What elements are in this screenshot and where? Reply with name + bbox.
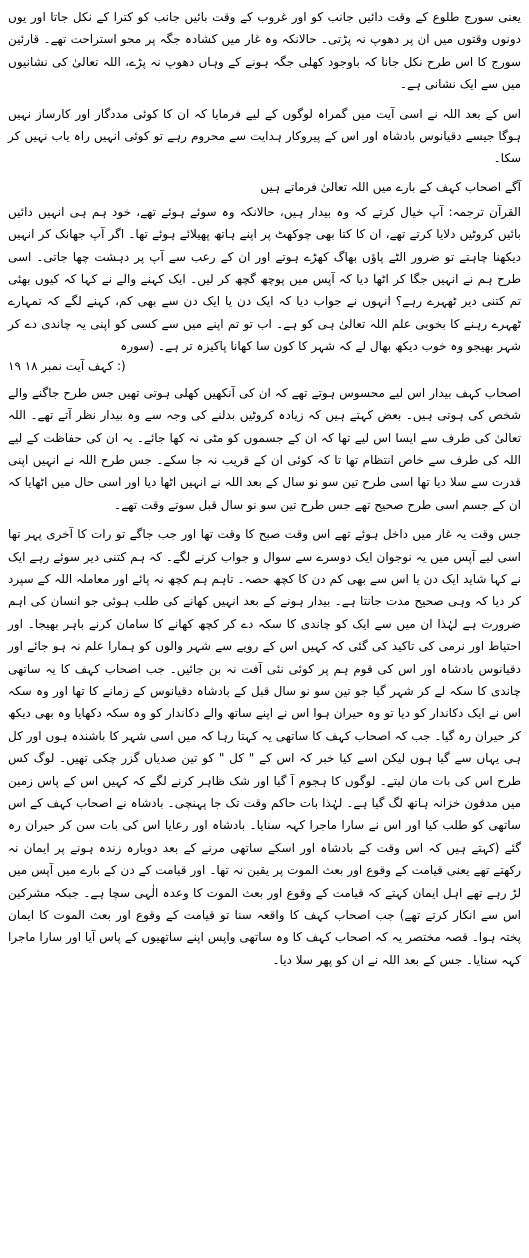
paragraph-1: یعنی سورج طلوع کے وقت دائیں جانب کو اور غروب کے وقت بائیں جانب کو کترا کے نکل جاتا اور یوں دونوں وقتوں میں ان پر دھوپ نہ پڑتی۔ حالانکہ وہ غار میں کشادہ جگہ پر محو استراحت تھے۔ قارئین سورج کا اس طرح نکل جانا کہ باوجود کھلی جگہ ہونے کے وہاں دھوپ نہ پڑے، اللہ تعالیٰ کی نشانیوں میں سے ایک نشانی ہے۔: [8, 10, 521, 92]
surah-reference: کہف آیت نمبر ۱۸ ۱۹ :): [8, 358, 126, 373]
quran-translation-paragraph: القرآن ترجمہ: آپ خیال کرتے کہ وہ بیدار ہیں، حالانکہ وہ سوئے ہوئے تھے، خود ہم ہی انہیں دائیں بائیں کروٹیں دلایا کرتے تھے، ان کا کتا بھی چوکھٹ پر اپنے ہاتھ پھیلائے ہوئے تھا۔ اگر آپ جھانک کر انہیں دیکھنا چاہتے تو ضرور الٹے پاؤں بھاگ کھڑے ہوتے اور ان کے رعب سے آپ پر دہشت چھا جاتی۔ اسی طرح ہم نے انہیں جگا کر اٹھا دیا کہ آپس میں پوچھ گچھ کر لیں۔ ایک کہنے والے نے کہا کہ کیوں بھئی تم کتنی دیر ٹھہرے رہے؟ انہوں نے جواب دیا کہ ایک دن یا ایک دن سے بھی کم، کہنے لگے کہ تمہارے ٹھہرے رہنے کا بخوبی علم اللہ تعالیٰ ہی کو ہے۔ اب تو تم اپنے میں سے کسی کو اپنی یہ چاندی دے کر شہر بھیجو وہ خوب دیکھ بھال لے کہ شہر کا کون سا کھانا پاکیزہ تر ہے۔ (سورہ: [8, 204, 521, 354]
paragraph-2: اس کے بعد اللہ نے اسی آیت میں گمراہ لوگوں کے لیے فرمایا کہ ان کا کوئی مددگار اور کارساز نہیں ہوگا جیسے دقیانوس بادشاہ اور اس کے پیروکار ہدایت سے محروم رہے تو کوئی انہیں راہ یاب نہیں کر سکا۔: [8, 106, 521, 166]
section-heading: آگے اصحاب کہف کے بارے میں اللہ تعالیٰ فرماتے ہیں: [260, 179, 521, 194]
paragraph-5: جس وقت یہ غار میں داخل ہوئے تھے اس وقت صبح کا وقت تھا اور جب جاگے تو رات کا آخری پہر تھا اسی لیے آپس میں یہ نوجوان ایک دوسرے سے سوال و جواب کرنے لگے۔ کہ ہم کتنی دیر سوئے رہے ایک نے کہا شاید ایک دن یا اس سے بھی کم دن کا کچھ حصہ۔ تاہم ہم کچھ نہ پائے اور معاملہ اللہ کے سپرد کر دیا کہ وہی صحیح مدت جانتا ہے۔ بیدار ہونے کے بعد انہیں کھانے کی طلب ہوئی جو انسان کی اہم ضرورت ہے لہٰذا ان میں سے ایک کو چاندی کا سکہ دے کر کچھ کھانے کا سامان کرنے باہر بھیجا۔ اور احتیاط اور نرمی کی تاکید کی گئی کہ کہیں اس کے رویے سے شہر والوں کو ہمارا علم نہ ہو جائے اور دقیانوس بادشاہ اور اس کی قوم ہم پر کوئی نئی آفت نہ بن جائیں۔ جب اصحاب کہف کا یہ ساتھی چاندی کا سکہ لے کر شہر گیا جو تین سو نو سال قبل کے بادشاہ دقیانوس کے زمانے کا تھا اور وہ سکہ اس نے ایک دکاندار کو دیا تو وہ حیران ہوا اس نے اپنے ساتھ والے دکاندار کو وہ سکہ دکھایا وہ بھی دیکھ کر حیران رہ گیا۔ جب کہ اصحاب کہف کا ساتھی یہ کہتا رہا کہ میں اسی شہر کا باشندہ ہوں اور کل ہی یہاں سے گیا ہوں لیکن اسے کیا خبر کہ اس کے " کل " کو تین صدیاں گزر چکی تھیں۔ لوگ کس طرح اس کی بات مان لیتے۔ لوگوں کا ہجوم آ گیا اور شک ظاہر کرنے لگے کہ کہیں اس کے پاس زمین میں مدفون خزانہ ہاتھ لگ گیا ہے۔ لہٰذا بات حاکم وقت تک جا پہنچی۔ بادشاہ نے اصحاب کہف کے اس ساتھی کو طلب کیا اور اس نے سارا ماجرا کہہ سنایا۔ بادشاہ اور رعایا اس کی بات سن کر حیران رہ گئے (کہتے ہیں کہ اس وقت کے بادشاہ اور اسکے ساتھی مرنے کے بعد دوبارہ زندہ ہونے پر ایمان نہ رکھتے تھے یعنی قیامت کے وقوع اور بعث الموت پر یقین نہ تھا۔ اور قیامت کے دن کے بارے میں آپس میں لڑ رہے تھے اہل ایمان کہتے کہ قیامت کے وقوع اور بعث الموت کا وعدہ الٰہی سچا ہے۔ جبکہ مشرکین اس سے انکار کرتے تھے) جب اصحاب کہف کا واقعہ سنا تو قیامت کے وقوع اور بعث الموت کا ایمان پختہ ہوا۔ قصہ مختصر یہ کہ اصحاب کہف کا وہ ساتھی واپس اپنے ساتھیوں کے پاس آیا اور سارا ماجرا کہہ سنایا۔ جس کے بعد اللہ نے ان کو پھر سلا دیا۔: [8, 527, 521, 967]
paragraph-4: اصحاب کہف بیدار اس لیے محسوس ہوتے تھے کہ ان کی آنکھیں کھلی ہوتی تھیں جس طرح جاگنے والے شخص کی ہوتی ہیں۔ بعض کہتے ہیں کہ زیادہ کروٹیں بدلنے کی وجہ سے وہ بیدار نظر آتے تھے۔ اللہ تعالیٰ کی طرف سے ایسا اس لیے تھا کہ ان کے جسموں کو مٹی نہ کھا جائے۔ یہ ان کی حفاظت کے لیے اللہ کی طرف سے خاص انتظام تھا تا کہ کوئی ان کے قریب نہ جا سکے۔ جس طرح اللہ نے انہیں اپنی قدرت سے سلا دیا تھا اسی طرح تین سو نو سال کے بعد اللہ نے انہیں اٹھا دیا اور اسی حال میں اٹھایا کہ ان کے جسم اسی طرح صحیح تھے جس طرح تین سو نو سال قبل سوتے وقت تھے۔: [8, 385, 521, 512]
